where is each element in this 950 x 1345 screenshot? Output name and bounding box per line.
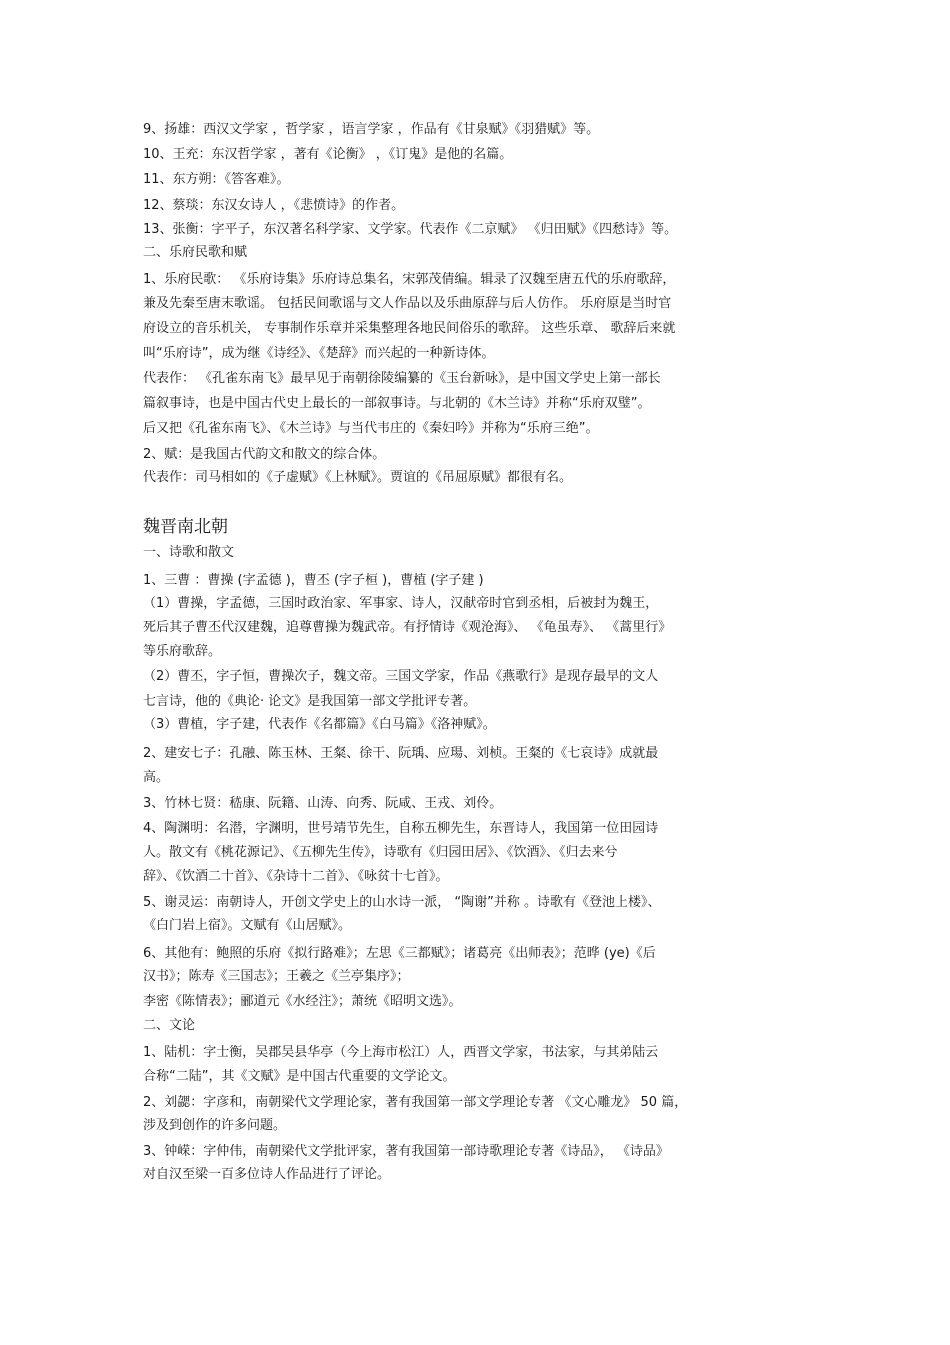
text-line: 死后其子曹丕代汉建魏，追尊曹操为魏武帝。有抒情诗《观沧海》、 《龟虽寿》、 《蒿里行》 — [143, 620, 672, 635]
text-line: （2）曹丕，字子恒，曹操次子，魏文帝。三国文学家，作品《燕歌行》是现存最早的文人 — [143, 669, 659, 684]
chapter-title: 魏晋南北朝 — [143, 517, 228, 537]
text-line: 1、陆机：字士衡，吴郡吴县华亭（今上海市松江）人，西晋文学家，书法家，与其弟陆云 — [143, 1045, 659, 1060]
text-line: 代表作：司马相如的《子虚赋》《上林赋》。贾谊的《吊屈原赋》都很有名。 — [143, 470, 573, 485]
text-line: 13、张衡：字平子，东汉著名科学家、文学家。代表作《二京赋》 《归田赋》《四愁诗》等。 — [143, 222, 678, 237]
text-line: 代表作： 《孔雀东南飞》最早见于南朝徐陵编纂的《玉台新咏》，是中国文学史上第一部长 — [143, 371, 661, 386]
section-heading: 二、乐府民歌和赋 — [143, 245, 248, 260]
text-line: 2、赋：是我国古代韵文和散文的综合体。 — [143, 447, 386, 462]
text-line: 府设立的音乐机关， 专事制作乐章并采集整理各地民间俗乐的歌辞。 这些乐章、 歌辞后来就 — [143, 321, 676, 336]
text-line: 2、刘勰：字彦和，南朝梁代文学理论家，著有我国第一部文学理论专著 《文心雕龙》 50 篇， — [143, 1095, 688, 1110]
text-line: 11、东方朔：《答客难》。 — [143, 172, 290, 187]
text-line: 3、竹林七贤：嵇康、阮籍、山涛、向秀、阮咸、王戎、刘伶。 — [143, 796, 503, 811]
text-line: 10、王充：东汉哲学家 ，著有《论衡》 ，《订鬼》是他的名篇。 — [143, 147, 513, 162]
text-line: 5、谢灵运：南朝诗人，开创文学史上的山水诗一派， “陶谢”并称 。诗歌有《登池上楼》、 — [143, 895, 661, 910]
text-line: 12、蔡琰：东汉女诗人 ，《悲愤诗》的作者。 — [143, 198, 405, 213]
text-line: （1）曹操，字孟德，三国时政治家、军事家、诗人，汉献帝时官到丞相，后被封为魏王， — [143, 596, 659, 611]
text-line: 后又把《孔雀东南飞》、《木兰诗》与当代韦庄的《秦妇吟》并称为“乐府三绝”。 — [143, 421, 599, 436]
text-line: 高。 — [143, 770, 170, 785]
text-line: 等乐府歌辞。 — [143, 644, 222, 659]
text-line: 对自汉至梁一百多位诗人作品进行了评论。 — [143, 1167, 391, 1182]
text-line: 汉书》；陈寿《三国志》；王羲之《兰亭集序》； — [143, 969, 410, 984]
text-line: 1、三曹 ：曹操 (字孟德 )，曹丕 (字子桓 )，曹植 (字子建 ) — [143, 573, 484, 588]
text-line: 人。散文有《桃花源记》、《五柳先生传》，诗歌有《归园田居》、《饮酒》、《归去来兮 — [143, 845, 618, 860]
text-line: 4、陶渊明：名潜，字渊明，世号靖节先生，自称五柳先生，东晋诗人，我国第一位田园诗 — [143, 821, 659, 836]
text-line: 篇叙事诗，也是中国古代史上最长的一部叙事诗。与北朝的《木兰诗》并称“乐府双璧”。 — [143, 396, 651, 411]
text-line: 2、建安七子：孔融、陈玉林、王粲、徐干、阮瑀、应瑒、刘桢。王粲的《七哀诗》成就最 — [143, 746, 659, 761]
text-line: 兼及先秦至唐末歌谣。 包括民间歌谣与文人作品以及乐曲原辞与后人仿作。 乐府原是当时官 — [143, 296, 672, 311]
section-heading: 二、文论 — [143, 1018, 196, 1033]
text-line: 七言诗，他的《典论· 论文》是我国第一部文学批评专著。 — [143, 694, 477, 709]
text-line: （3）曹植，字子建，代表作《名都篇》《白马篇》《洛神赋》。 — [143, 717, 496, 732]
text-line: 涉及到创作的许多问题。 — [143, 1118, 287, 1133]
text-line: 3、钟嵘：字仲伟，南朝梁代文学批评家，著有我国第一部诗歌理论专著《诗品》， 《诗品》 — [143, 1144, 669, 1159]
text-line: 6、其他有：鲍照的乐府《拟行路难》；左思《三都赋》；诸葛亮《出师表》；范晔 (ye)《后 — [143, 946, 656, 961]
text-line: 辞》、《饮酒二十首》、《杂诗十二首》、《咏贫十七首》。 — [143, 869, 449, 884]
text-line: 合称“二陆”，其《文赋》是中国古代重要的文学论文。 — [143, 1069, 456, 1084]
section-heading: 一、诗歌和散文 — [143, 545, 235, 560]
text-line: 1、乐府民歌： 《乐府诗集》乐府诗总集名，宋郭茂倩编。辑录了汉魏至唐五代的乐府歌辞， — [143, 272, 676, 287]
text-line: 李密《陈情表》；郦道元《水经注》；萧统《昭明文选》。 — [143, 994, 462, 1009]
text-line: 9、扬雄：西汉文学家 ，哲学家 ，语言学家 ，作品有《甘泉赋》《羽猎赋》等。 — [143, 122, 600, 137]
text-line: 叫“乐府诗”，成为继《诗经》、《楚辞》而兴起的一种新诗体。 — [143, 346, 495, 361]
text-line: 《白门岩上宿》。文赋有《山居赋》。 — [143, 918, 352, 933]
